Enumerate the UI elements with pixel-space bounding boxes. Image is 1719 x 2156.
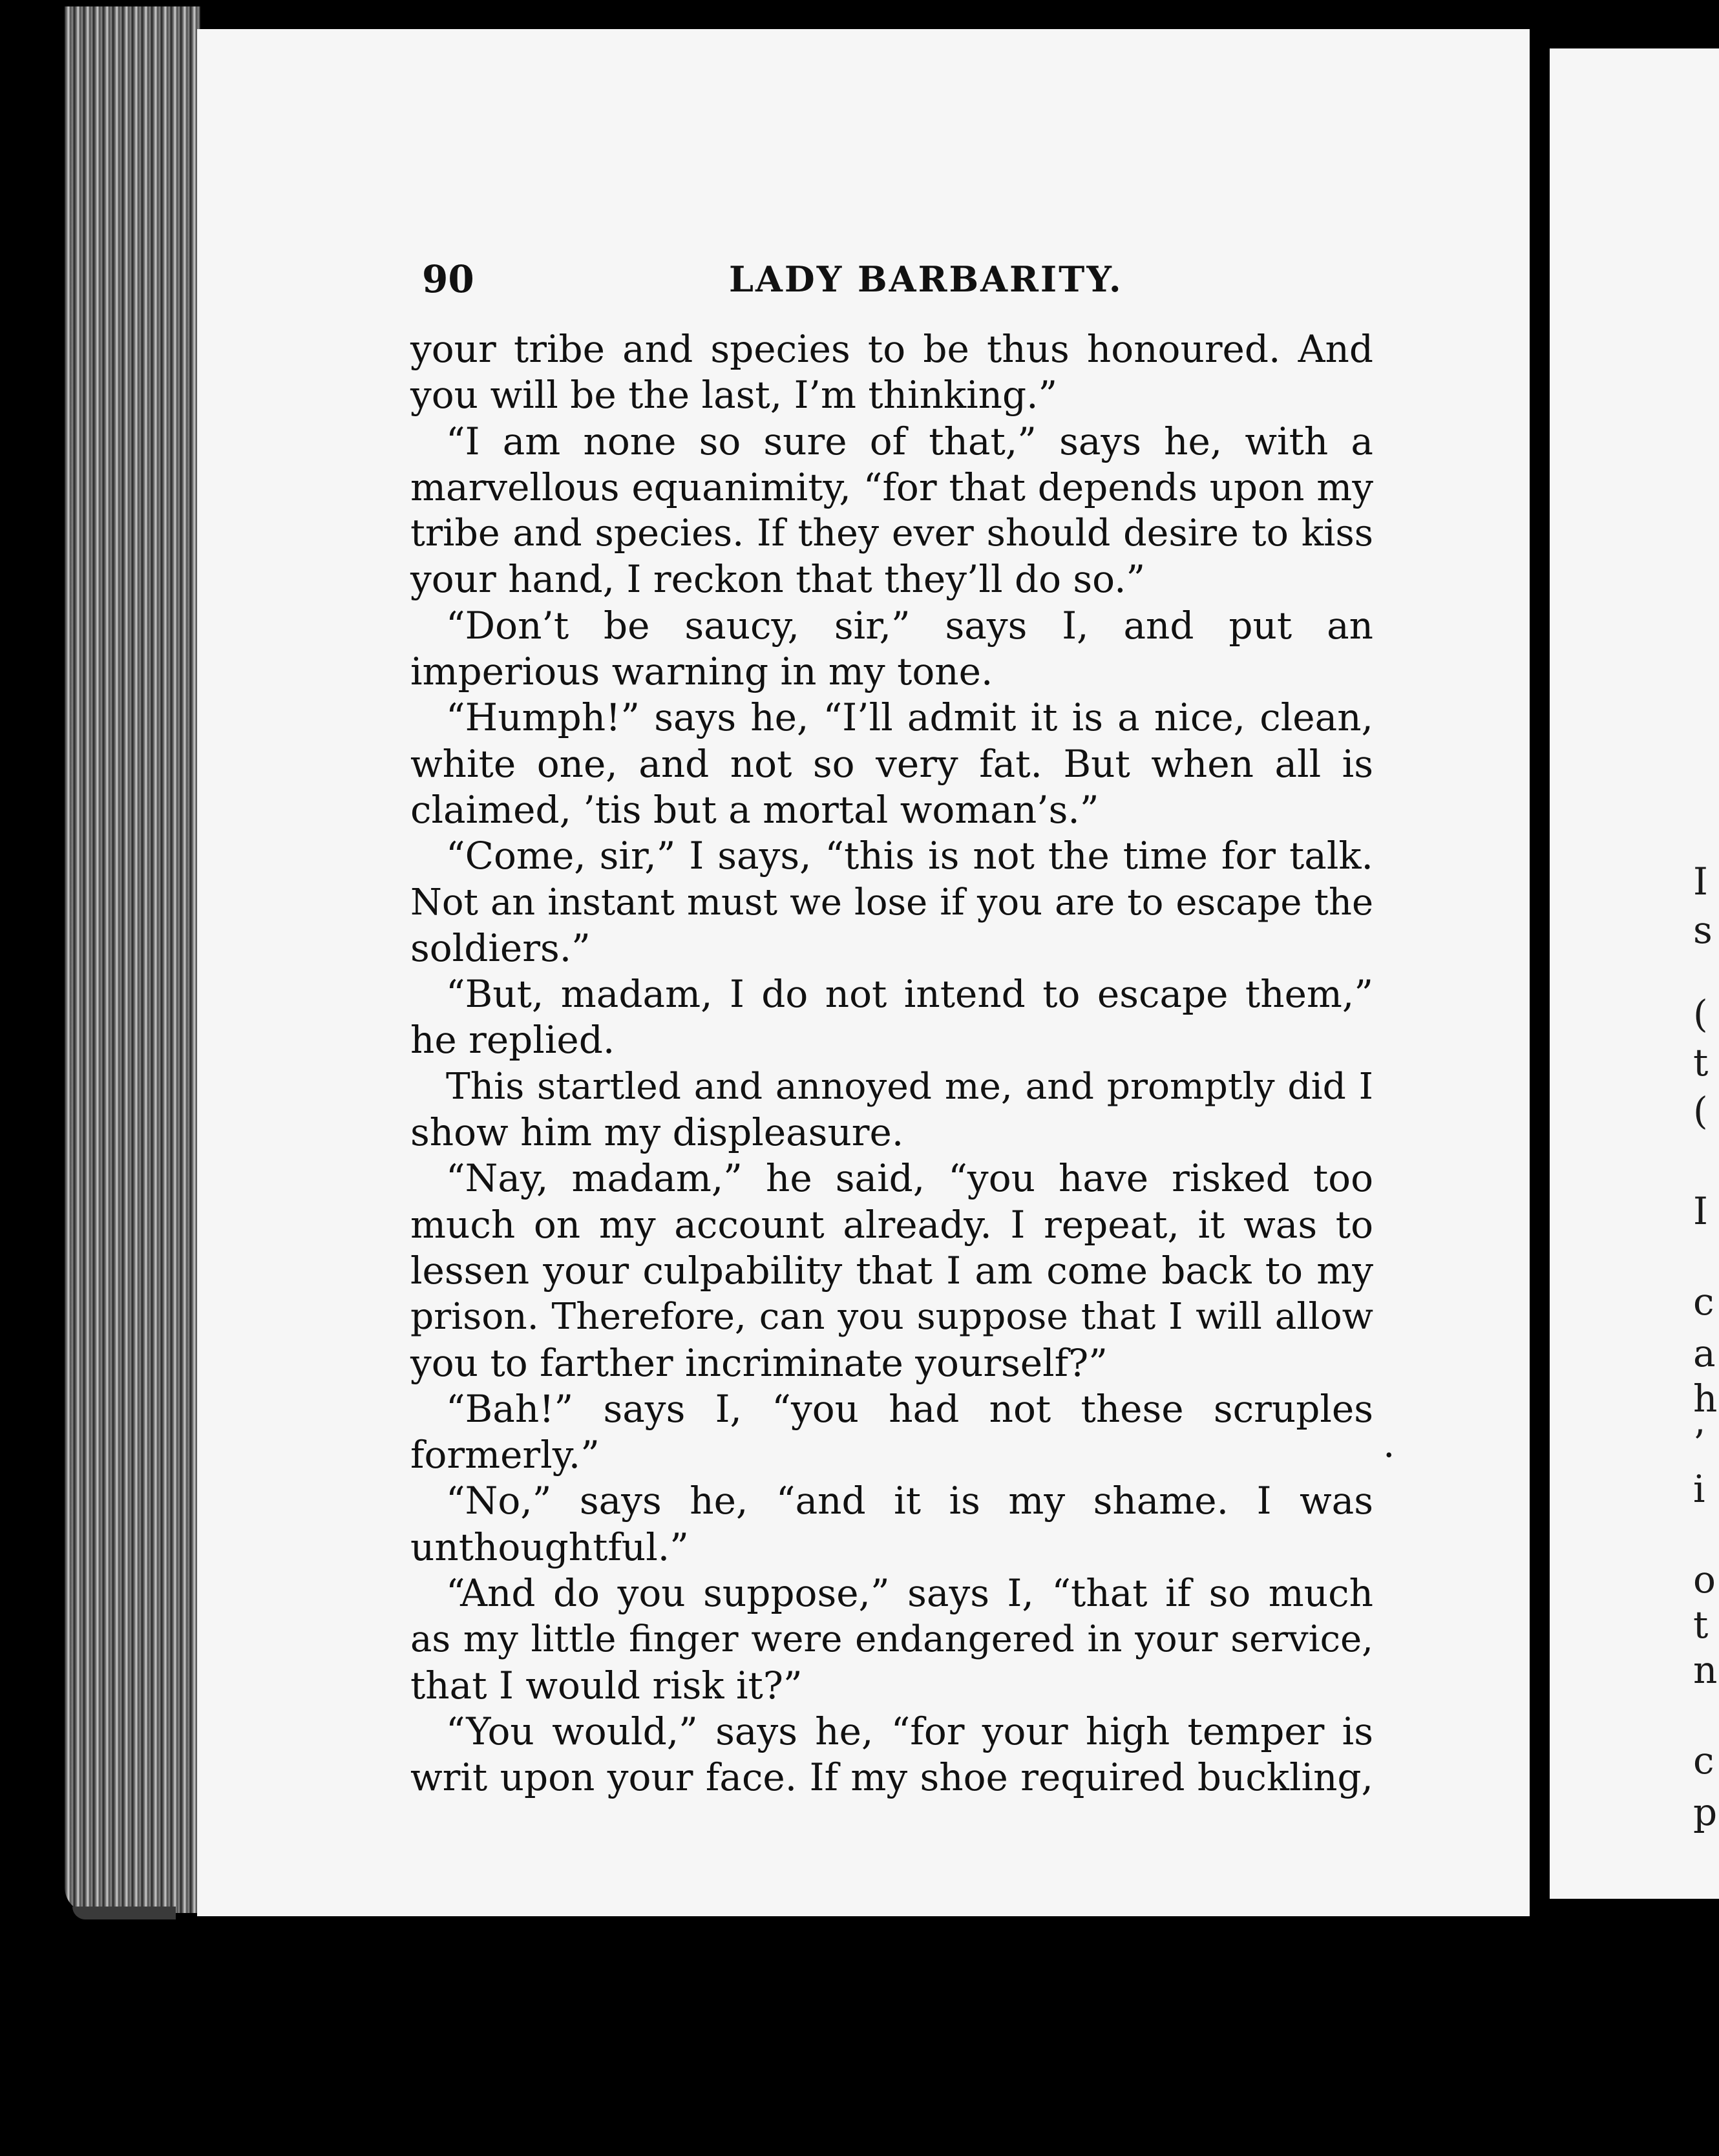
- text-line: Not an instant must we lose if you are to escape the: [410, 881, 1373, 924]
- text-line: “Humph!” says he, “I’ll admit it is a nice, clean,: [446, 695, 1373, 740]
- facing-page-strip: [1550, 48, 1719, 1899]
- facing-page-fragment: c: [1693, 1280, 1714, 1324]
- text-line: “No,” says he, “and it is my shame. I was: [446, 1479, 1373, 1523]
- text-line: your hand, I reckon that they’ll do so.”: [410, 557, 1146, 602]
- text-line: “But, madam, I do not intend to escape them,”: [446, 972, 1373, 1017]
- facing-page-fragment: I: [1693, 860, 1708, 904]
- text-line: he replied.: [410, 1018, 615, 1062]
- text-line: you will be the last, I’m thinking.”: [410, 373, 1058, 417]
- facing-page-fragment: o: [1693, 1558, 1716, 1601]
- text-line: claimed, ’tis but a mortal woman’s.”: [410, 787, 1099, 832]
- body-text: [410, 326, 1373, 1801]
- text-line: unthoughtful.”: [410, 1525, 689, 1569]
- running-title: LADY BARBARITY.: [729, 259, 1123, 300]
- book-page-edges: [65, 6, 200, 1913]
- facing-page-fragment: a: [1693, 1331, 1716, 1375]
- text-line: “Come, sir,” I says, “this is not the time for talk.: [446, 834, 1373, 878]
- facing-page-fragment: (: [1693, 992, 1708, 1036]
- text-line: white one, and not so very fat. But when all is: [410, 741, 1373, 786]
- facing-page-fragment: t: [1693, 1041, 1709, 1084]
- text-line: your tribe and species to be thus honoured. And: [410, 327, 1373, 371]
- facing-page-fragment: h: [1693, 1377, 1718, 1421]
- text-line: lessen your culpability that I am come back to my: [410, 1248, 1373, 1293]
- text-line: that I would risk it?”: [410, 1663, 803, 1707]
- facing-page-fragment: i: [1693, 1467, 1705, 1511]
- text-line: marvellous equanimity, “for that depends upon my: [410, 465, 1373, 509]
- text-line: you to farther incriminate yourself?”: [410, 1340, 1108, 1385]
- facing-page-fragment: t: [1693, 1603, 1709, 1647]
- text-line: “And do you suppose,” says I, “that if so much: [446, 1571, 1373, 1616]
- text-line: This startled and annoyed me, and promptly did I: [446, 1065, 1373, 1108]
- text-line: prison. Therefore, can you suppose that I will allow: [410, 1296, 1373, 1338]
- facing-page-fragment: I: [1693, 1189, 1708, 1233]
- text-line: show him my displeasure.: [410, 1110, 904, 1155]
- text-line: “Nay, madam,” he said, “you have risked too: [446, 1156, 1373, 1201]
- text-line: tribe and species. If they ever should desire to kiss: [410, 512, 1373, 555]
- facing-page-fragment: n: [1693, 1648, 1718, 1692]
- facing-page-fragment: c: [1693, 1739, 1714, 1782]
- facing-page-fragment: ’: [1693, 1422, 1705, 1466]
- text-line: as my little finger were endangered in your service,: [410, 1618, 1373, 1661]
- text-line: “You would,” says he, “for your high temper is: [446, 1709, 1373, 1753]
- facing-page-fragment: (: [1693, 1089, 1708, 1133]
- text-line: formerly.”: [410, 1433, 600, 1477]
- text-line: imperious warning in my tone.: [410, 650, 993, 694]
- text-line: writ upon your face. If my shoe required buckling,: [410, 1755, 1373, 1800]
- facing-page-fragment: s: [1693, 908, 1713, 952]
- page-number: 90: [422, 257, 474, 301]
- text-line: soldiers.”: [410, 925, 591, 970]
- text-line: much on my account already. I repeat, it was to: [410, 1202, 1373, 1247]
- text-line: “I am none so sure of that,” says he, with a: [446, 419, 1373, 463]
- page-header: [422, 257, 1123, 309]
- text-line: “Don’t be saucy, sir,” says I, and put an: [446, 603, 1373, 648]
- facing-page-fragment: p: [1693, 1790, 1718, 1834]
- stray-mark: .: [1383, 1422, 1395, 1466]
- book-binding-shadow: [72, 1907, 176, 1919]
- text-line: “Bah!” says I, “you had not these scruples: [446, 1386, 1373, 1431]
